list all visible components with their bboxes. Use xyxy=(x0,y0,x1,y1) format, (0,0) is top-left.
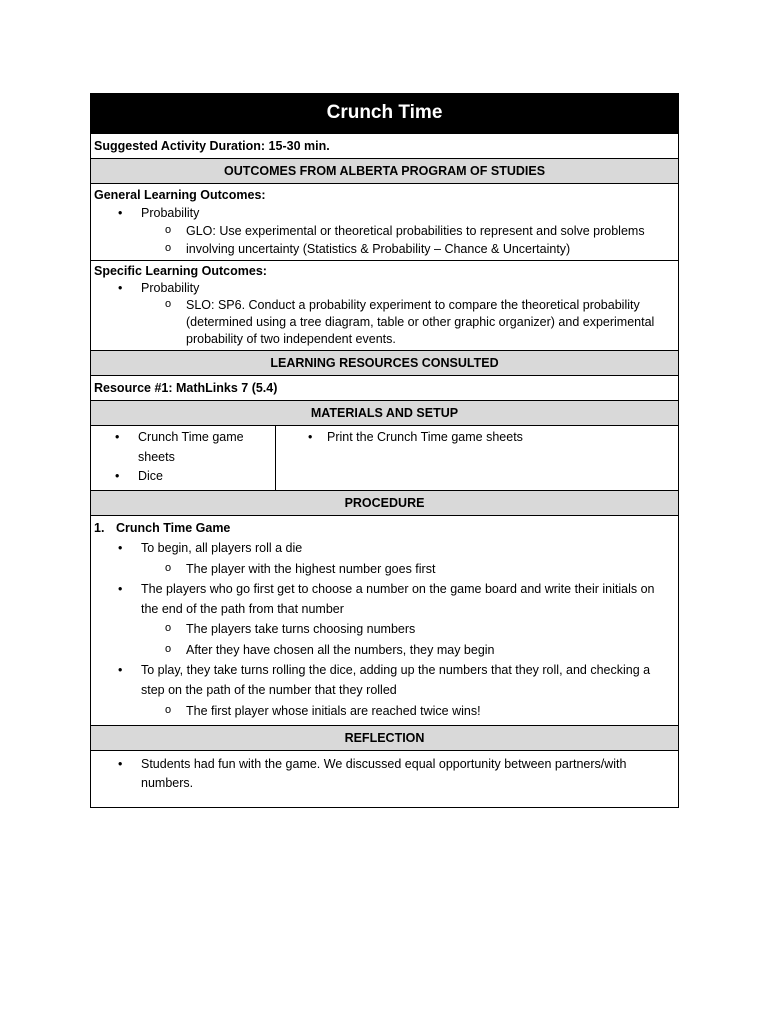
procedure-line: o The player with the highest number goes first xyxy=(94,559,674,579)
glo-text-line-2-text: involving uncertainty (Statistics & Probability – Chance & Uncertainty) xyxy=(186,242,571,256)
reflection-list xyxy=(94,755,674,793)
page-title: Crunch Time xyxy=(91,94,678,133)
procedure-list xyxy=(94,538,674,721)
material-item: • Crunch Time game xyxy=(91,428,275,448)
procedure-line: • To begin, all players roll a die xyxy=(94,538,674,558)
procedure-line: o The players take turns choosing numbers xyxy=(94,619,674,639)
slo-text-line-2: (determined using a tree diagram, table or other graphic organizer) and experimental xyxy=(186,315,655,329)
procedure-line: • To play, they take turns rolling the dice, adding up the numbers that they roll, and checking a xyxy=(94,660,674,680)
specific-outcome-bullet: • Probability xyxy=(94,280,674,297)
materials-left-list xyxy=(91,428,275,487)
general-outcome-bullet: • Probability xyxy=(94,204,674,222)
materials-right-list xyxy=(276,428,678,448)
glo-text-line-1: o GLO: Use experimental or theoretical probabilities to represent and solve problems xyxy=(94,222,674,240)
general-outcomes-section xyxy=(91,183,678,260)
resource-item: Resource #1: MathLinks 7 (5.4) xyxy=(91,375,678,400)
general-outcomes-label: General Learning Outcomes: xyxy=(94,188,266,202)
procedure-line: the end of the path from that number xyxy=(141,602,344,617)
procedure-line: o After they have chosen all the numbers, they may begin xyxy=(94,640,674,660)
glo-text-line-2 xyxy=(94,240,674,258)
reflection-header: REFLECTION xyxy=(91,725,678,750)
reflection-line: numbers. xyxy=(141,775,194,790)
setup-item: • Print the Crunch Time game sheets xyxy=(276,428,678,448)
material-item-continued: sheets xyxy=(138,449,175,464)
general-outcomes-list xyxy=(94,204,674,258)
resources-header: LEARNING RESOURCES CONSULTED xyxy=(91,350,678,375)
specific-outcomes-label: Specific Learning Outcomes: xyxy=(94,264,267,278)
procedure-section xyxy=(91,515,678,725)
procedure-step-title xyxy=(94,518,674,538)
materials-left-cell xyxy=(91,426,276,490)
procedure-line: o The first player whose initials are reached twice wins! xyxy=(94,701,674,721)
reflection-section xyxy=(91,750,678,807)
materials-right-cell xyxy=(276,426,678,490)
specific-outcomes-section xyxy=(91,260,678,350)
lesson-plan-table xyxy=(90,93,679,808)
procedure-line: • The players who go first get to choose a number on the game board and write their initials on xyxy=(94,579,674,599)
reflection-line: • Students had fun with the game. We discussed equal opportunity between partners/with xyxy=(94,755,674,774)
outcomes-header: OUTCOMES FROM ALBERTA PROGRAM OF STUDIES xyxy=(91,158,678,183)
procedure-header: PROCEDURE xyxy=(91,490,678,515)
procedure-step-number: 1. xyxy=(94,521,105,535)
procedure-step-title-text: Crunch Time Game xyxy=(116,521,231,535)
specific-outcomes-list xyxy=(94,280,674,348)
procedure-line: step on the path of the number that they rolled xyxy=(141,683,397,698)
activity-duration: Suggested Activity Duration: 15-30 min. xyxy=(91,133,678,158)
material-item: • Dice xyxy=(91,467,275,487)
materials-header: MATERIALS AND SETUP xyxy=(91,400,678,425)
slo-text-line-1: o SLO: SP6. Conduct a probability experiment to compare the theoretical probability xyxy=(94,297,674,314)
materials-row xyxy=(91,425,678,490)
slo-text-line-3: probability of two independent events. xyxy=(186,332,396,346)
